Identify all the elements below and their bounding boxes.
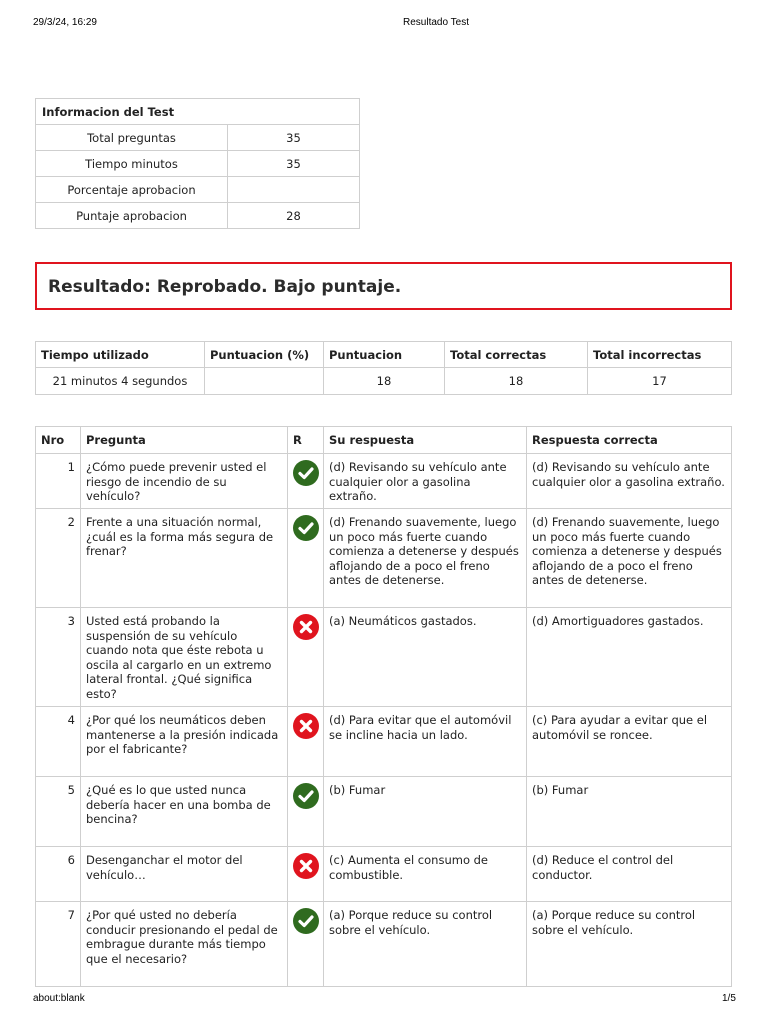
question-text: Usted está probando la suspensión de su vehículo cuando nota que éste rebota u oscila al cargarlo en un extremo lateral frontal. ¿Qué significa esto?	[81, 608, 288, 707]
info-label: Total preguntas	[36, 125, 228, 151]
question-number: 1	[36, 454, 81, 509]
user-answer: (d) Frenando suavemente, luego un poco más fuerte cuando comienza a detenerse y después aflojando de a poco el freno antes de detenerse.	[324, 509, 527, 608]
user-answer: (c) Aumenta el consumo de combustible.	[324, 847, 527, 902]
result-banner	[35, 262, 732, 310]
info-value: 35	[228, 151, 360, 177]
question-text: Frente a una situación normal, ¿cuál es la forma más segura de frenar?	[81, 509, 288, 608]
check-circle-icon	[293, 515, 319, 541]
table-row	[36, 608, 732, 707]
result-cell	[288, 847, 324, 902]
info-label: Tiempo minutos	[36, 151, 228, 177]
score-stats-table	[35, 341, 732, 395]
total-incorrect-value: 17	[588, 368, 732, 395]
answers-table	[35, 426, 732, 987]
user-answer: (a) Porque reduce su control sobre el vehículo.	[324, 902, 527, 987]
question-number: 6	[36, 847, 81, 902]
stats-header: Puntuacion	[324, 342, 445, 368]
table-row	[36, 902, 732, 987]
stats-header: Tiempo utilizado	[36, 342, 205, 368]
stats-header: Total correctas	[445, 342, 588, 368]
question-text: Desenganchar el motor del vehículo…	[81, 847, 288, 902]
score-percent-value	[205, 368, 324, 395]
score-value: 18	[324, 368, 445, 395]
table-row	[36, 509, 732, 608]
correct-answer: (d) Amortiguadores gastados.	[527, 608, 732, 707]
table-row	[36, 368, 732, 395]
print-datetime: 29/3/24, 16:29	[33, 17, 97, 28]
test-info-table	[35, 98, 360, 229]
table-row	[36, 151, 360, 177]
correct-answer: (d) Revisando su vehículo ante cualquier olor a gasolina extraño.	[527, 454, 732, 509]
info-value: 35	[228, 125, 360, 151]
x-circle-icon	[293, 614, 319, 640]
user-answer: (b) Fumar	[324, 777, 527, 847]
print-page-number: 1/5	[722, 993, 736, 1004]
correct-answer: (c) Para ayudar a evitar que el automóvil se roncee.	[527, 707, 732, 777]
correct-answer: (d) Reduce el control del conductor.	[527, 847, 732, 902]
correct-answer: (a) Porque reduce su control sobre el vehículo.	[527, 902, 732, 987]
info-value: 28	[228, 203, 360, 229]
total-correct-value: 18	[445, 368, 588, 395]
question-text: ¿Cómo puede prevenir usted el riesgo de incendio de su vehículo?	[81, 454, 288, 509]
result-cell	[288, 509, 324, 608]
table-row	[36, 454, 732, 509]
question-number: 2	[36, 509, 81, 608]
table-row	[36, 125, 360, 151]
answers-header: Su respuesta	[324, 427, 527, 454]
question-number: 7	[36, 902, 81, 987]
question-number: 4	[36, 707, 81, 777]
answers-header: Pregunta	[81, 427, 288, 454]
time-used-value: 21 minutos 4 segundos	[36, 368, 205, 395]
test-info-title: Informacion del Test	[36, 99, 360, 125]
question-number: 5	[36, 777, 81, 847]
answers-header: Nro	[36, 427, 81, 454]
table-row	[36, 777, 732, 847]
x-circle-icon	[293, 853, 319, 879]
x-circle-icon	[293, 713, 319, 739]
result-cell	[288, 454, 324, 509]
result-cell	[288, 707, 324, 777]
info-label: Puntaje aprobacion	[36, 203, 228, 229]
result-cell	[288, 777, 324, 847]
table-row	[36, 203, 360, 229]
question-text: ¿Qué es lo que usted nunca debería hacer en una bomba de bencina?	[81, 777, 288, 847]
correct-answer: (d) Frenando suavemente, luego un poco más fuerte cuando comienza a detenerse y después aflojando de a poco el freno antes de detenerse.	[527, 509, 732, 608]
result-cell	[288, 608, 324, 707]
question-text: ¿Por qué los neumáticos deben mantenerse a la presión indicada por el fabricante?	[81, 707, 288, 777]
result-text: Resultado: Reprobado. Bajo puntaje.	[48, 277, 402, 297]
correct-answer: (b) Fumar	[527, 777, 732, 847]
check-circle-icon	[293, 783, 319, 809]
answers-header: R	[288, 427, 324, 454]
check-circle-icon	[293, 908, 319, 934]
answers-header: Respuesta correcta	[527, 427, 732, 454]
print-page-title: Resultado Test	[403, 17, 469, 28]
info-value	[228, 177, 360, 203]
result-cell	[288, 902, 324, 987]
print-url: about:blank	[33, 993, 85, 1004]
user-answer: (d) Para evitar que el automóvil se incline hacia un lado.	[324, 707, 527, 777]
question-text: ¿Por qué usted no debería conducir presionando el pedal de embrague durante más tiempo que el necesario?	[81, 902, 288, 987]
info-label: Porcentaje aprobacion	[36, 177, 228, 203]
user-answer: (a) Neumáticos gastados.	[324, 608, 527, 707]
stats-header: Puntuacion (%)	[205, 342, 324, 368]
check-circle-icon	[293, 460, 319, 486]
user-answer: (d) Revisando su vehículo ante cualquier olor a gasolina extraño.	[324, 454, 527, 509]
stats-header: Total incorrectas	[588, 342, 732, 368]
question-number: 3	[36, 608, 81, 707]
table-row	[36, 847, 732, 902]
table-row	[36, 707, 732, 777]
table-row	[36, 177, 360, 203]
